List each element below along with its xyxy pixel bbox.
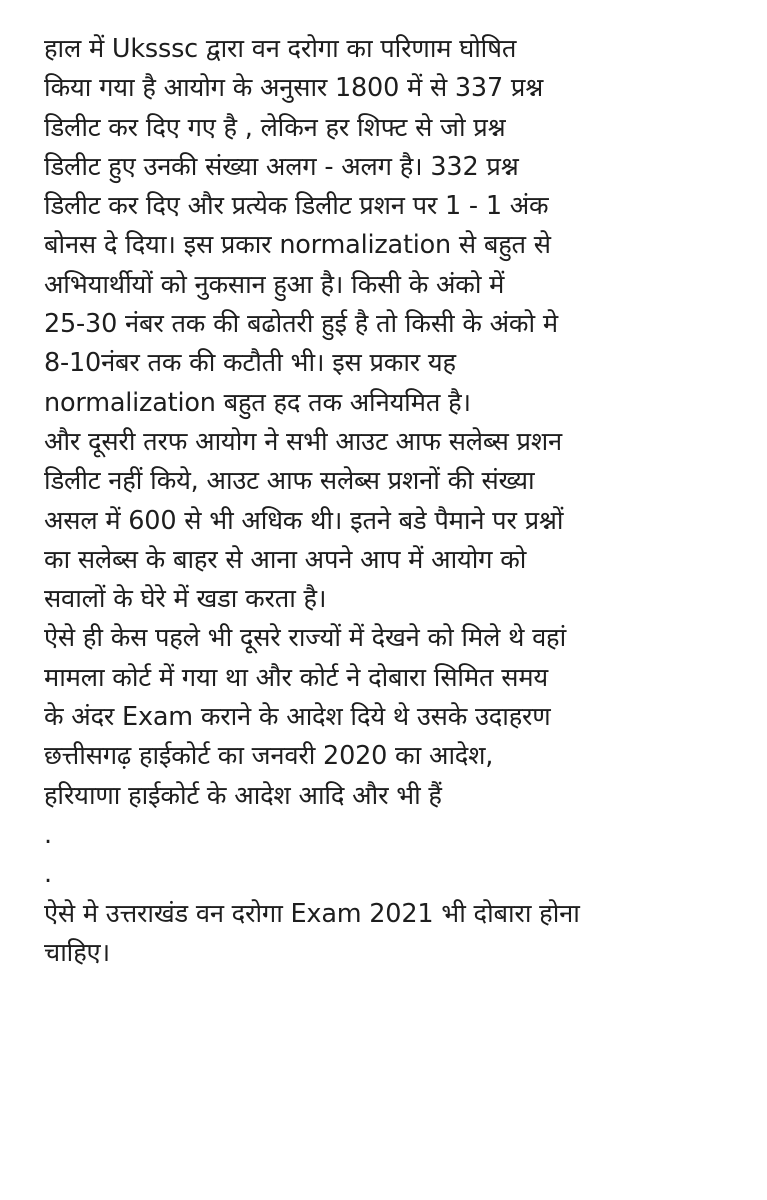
text-line: normalization बहुत हद तक अनियमित है। — [44, 387, 471, 418]
text-line: डिलीट कर दिए और प्रत्येक डिलीट प्रशन पर 1 - 1 अंक — [44, 191, 549, 222]
text-line: हरियाणा हाईकोर्ट के आदेश आदि और भी हैं — [44, 780, 442, 811]
text-line: हाल में Uksssc द्वारा वन दरोगा का परिणाम घोषित — [44, 34, 517, 64]
text-line: बोनस दे दिया। इस प्रकार normalization से बहुत से — [44, 230, 551, 261]
text-line: का सलेब्स के बाहर से आना अपने आप में आयोग को — [44, 544, 527, 575]
text-line: किया गया है आयोग के अनुसार 1800 में से 337 प्रश्न — [44, 73, 544, 104]
text-line: ऐसे ही केस पहले भी दूसरे राज्यों में देखने को मिले थे वहां — [44, 623, 566, 654]
text-line: . — [44, 819, 52, 850]
text-line: चाहिए। — [44, 937, 110, 968]
text-line: ऐसे मे उत्तराखंड वन दरोगा Exam 2021 भी दोबारा होना — [44, 898, 580, 929]
note-body — [44, 30, 744, 973]
text-line: डिलीट हुए उनकी संख्या अलग - अलग है। 332 प्रश्न — [44, 151, 519, 182]
text-line: अभियार्थीयों को नुकसान हुआ है। किसी के अंको में — [44, 269, 505, 300]
text-line: छत्तीसगढ़ हाईकोर्ट का जनवरी 2020 का आदेश, — [44, 741, 494, 772]
text-line: . — [44, 859, 52, 890]
text-line: के अंदर Exam कराने के आदेश दिये थे उसके उदाहरण — [44, 702, 551, 733]
text-line: सवालों के घेरे में खडा करता है। — [44, 584, 327, 615]
text-line: 8-10नंबर तक की कटौती भी। इस प्रकार यह — [44, 348, 456, 379]
text-line: असल में 600 से भी अधिक थी। इतने बडे पैमाने पर प्रश्नों — [44, 505, 564, 536]
text-line: मामला कोर्ट में गया था और कोर्ट ने दोबारा सिमित समय — [44, 662, 548, 693]
text-line: डिलीट कर दिए गए है , लेकिन हर शिफ्ट से जो प्रश्न — [44, 112, 506, 143]
text-line: डिलीट नहीं किये, आउट आफ सलेब्स प्रशनों की संख्या — [44, 466, 535, 497]
text-line: 25-30 नंबर तक की बढोतरी हुई है तो किसी के अंको मे — [44, 309, 558, 340]
text-line: और दूसरी तरफ आयोग ने सभी आउट आफ सलेब्स प्रशन — [44, 426, 562, 457]
